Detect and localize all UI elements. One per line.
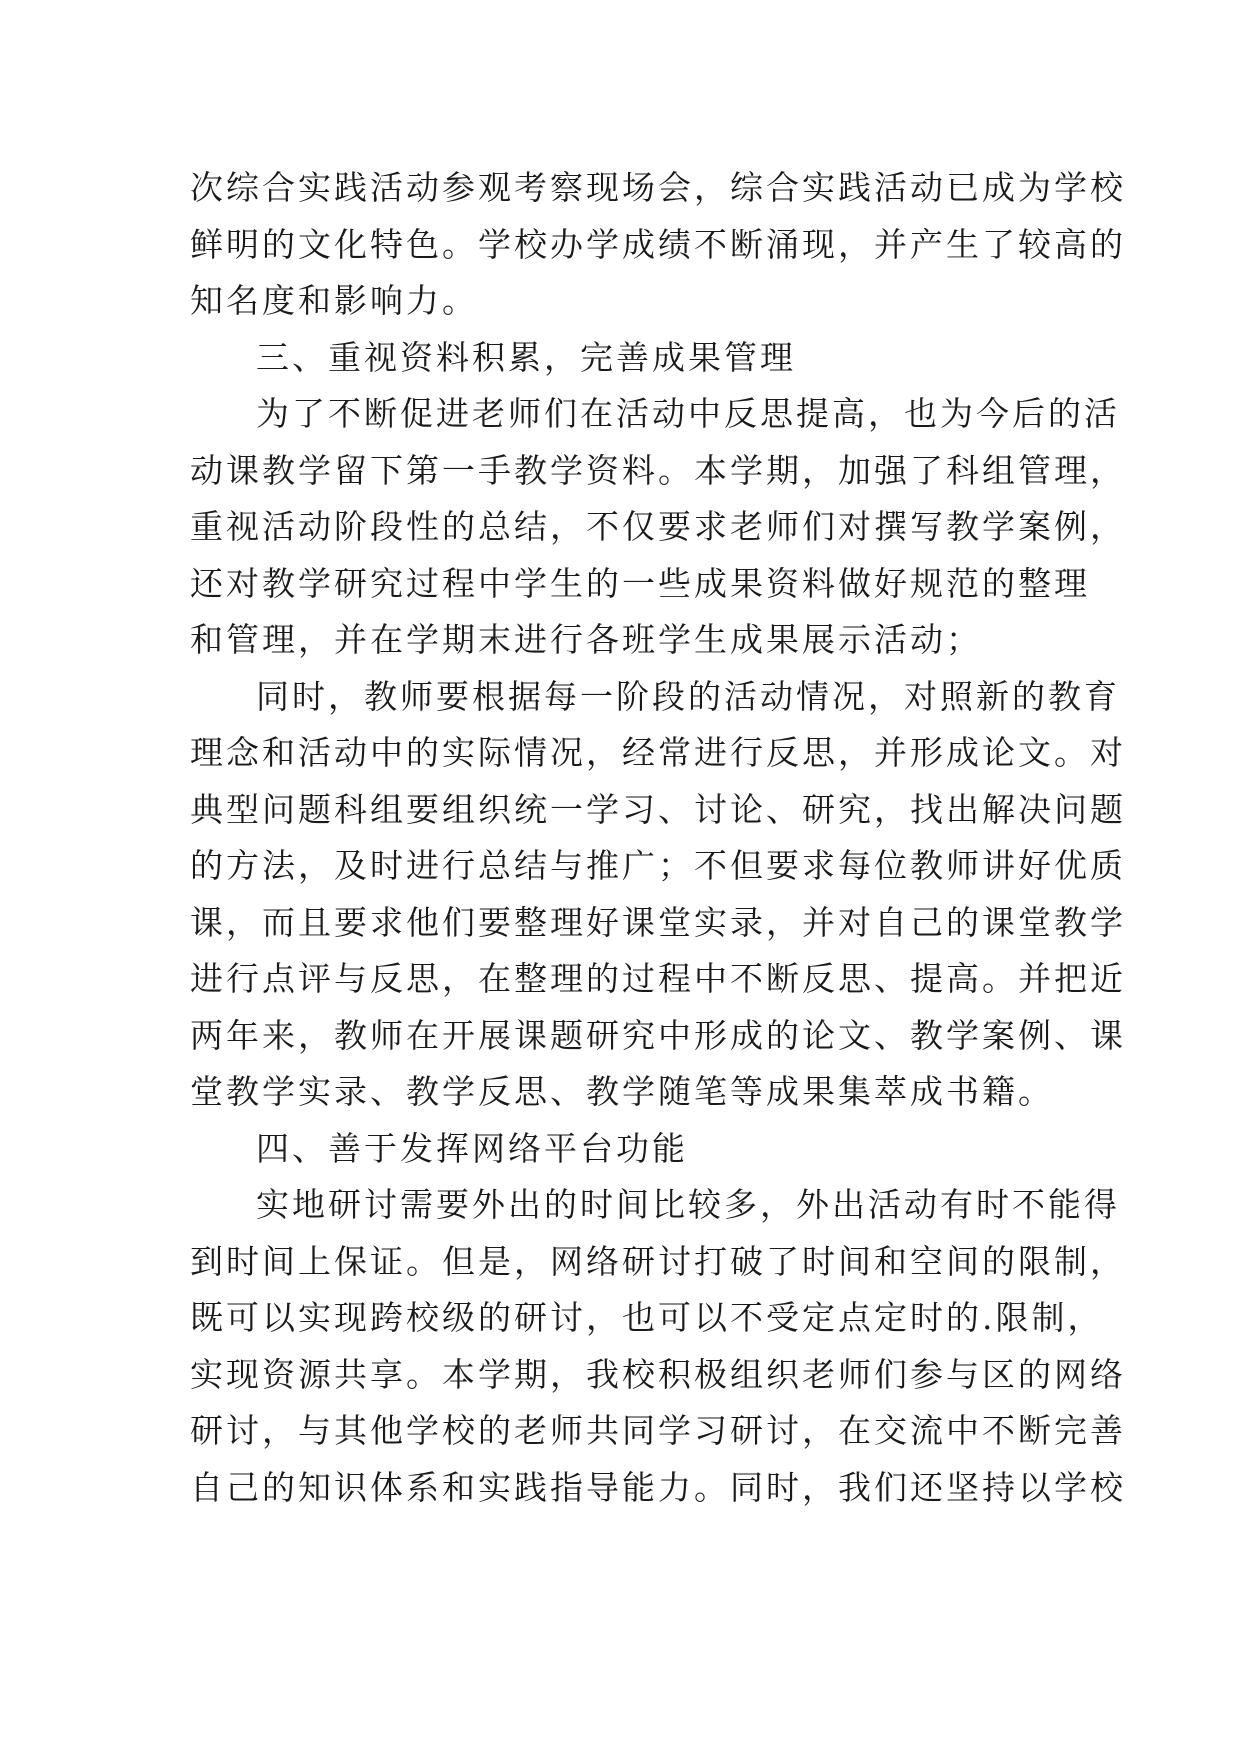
text-line: 实地研讨需要外出的时间比较多，外出活动有时不能得 xyxy=(256,1185,1120,1224)
text-line: 进行点评与反思，在整理的过程中不断反思、提高。并把近 xyxy=(190,959,1126,998)
text-line: 既可以实现跨校级的研讨，也可以不受定点定时的.限制， xyxy=(190,1298,1104,1337)
text-line: 堂教学实录、教学反思、教学随笔等成果集萃成书籍。 xyxy=(190,1072,1054,1111)
text-line: 知名度和影响力。 xyxy=(190,281,478,320)
text-line: 理念和活动中的实际情况，经常进行反思，并形成论文。对 xyxy=(190,733,1126,772)
text-line: 还对教学研究过程中学生的一些成果资料做好规范的整理 xyxy=(190,563,1090,603)
text-line: 次综合实践活动参观考察现场会，综合实践活动已成为学校 xyxy=(190,168,1126,207)
text-line: 四、善于发挥网络平台功能 xyxy=(256,1128,688,1168)
text-line: 典型问题科组要组织统一学习、讨论、研究，找出解决问题 xyxy=(190,789,1126,829)
text-line: 鲜明的文化特色。学校办学成绩不断涌现，并产生了较高的 xyxy=(190,224,1126,264)
document-body xyxy=(190,160,1126,1516)
text-line: 自己的知识体系和实践指导能力。同时，我们还坚持以学校 xyxy=(190,1467,1126,1507)
text-line: 为了不断促进老师们在活动中反思提高，也为今后的活 xyxy=(256,394,1120,433)
text-line: 实现资源共享。本学期，我校积极组织老师们参与区的网络 xyxy=(190,1354,1126,1394)
text-line: 三、重视资料积累，完善成果管理 xyxy=(256,337,796,377)
text-line: 和管理，并在学期末进行各班学生成果展示活动； xyxy=(190,620,982,659)
text-line: 到时间上保证。但是，网络研讨打破了时间和空间的限制， xyxy=(190,1241,1126,1281)
text-line: 动课教学留下第一手教学资料。本学期，加强了科组管理， xyxy=(190,450,1126,490)
text-line: 课，而且要求他们要整理好课堂实录，并对自己的课堂教学 xyxy=(190,902,1126,942)
text-line: 重视活动阶段性的总结，不仅要求老师们对撰写教学案例， xyxy=(190,507,1126,546)
text-line: 研讨，与其他学校的老师共同学习研讨，在交流中不断完善 xyxy=(190,1411,1126,1450)
text-line: 两年来，教师在开展课题研究中形成的论文、教学案例、课 xyxy=(190,1015,1126,1055)
text-line: 的方法，及时进行总结与推广；不但要求每位教师讲好优质 xyxy=(190,846,1126,885)
text-line: 同时，教师要根据每一阶段的活动情况，对照新的教育 xyxy=(256,676,1120,716)
